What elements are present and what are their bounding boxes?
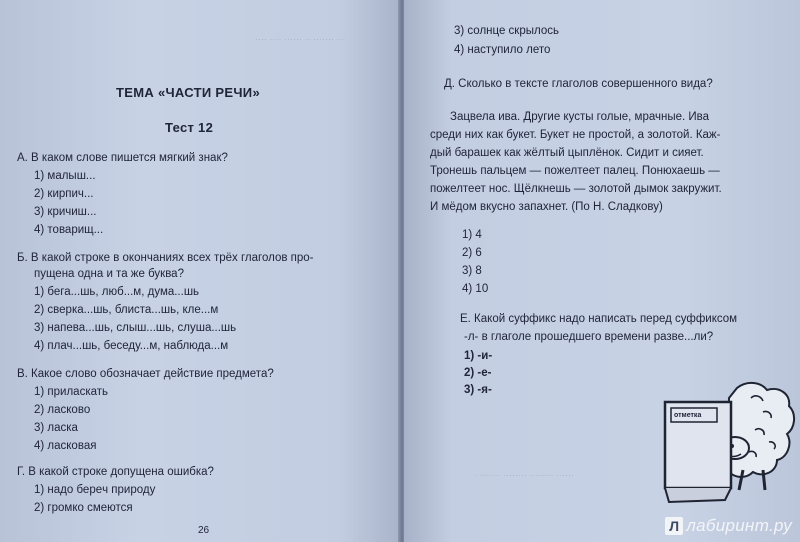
bleed-through-text: · ······· ········ ········ ······	[474, 470, 574, 480]
right-page	[404, 0, 800, 542]
labirint-watermark-logo	[665, 516, 792, 536]
question-a-text: А. В каком слове пишется мягкий знак?	[17, 152, 228, 164]
passage-line: среди них как букет. Букет не простой, а золотой. Каж-	[430, 129, 721, 141]
option: 1) бега...шь, люб...м, дума...шь	[34, 286, 200, 298]
question-b-line1: Б. В какой строке в окончаниях всех трёх глаголов про-	[17, 252, 314, 264]
passage-line: пожелтеет нос. Щёлкнешь — золотой дымок закружит.	[430, 183, 722, 195]
topic-heading: ТЕМА «ЧАСТИ РЕЧИ»	[116, 85, 260, 100]
question-v: В. Какое слово обозначает действие предмета?	[17, 368, 274, 380]
option: 2) -е-	[464, 367, 492, 379]
option: 4) плач...шь, беседу...м, наблюда...м	[34, 340, 229, 352]
test-title: Тест 12	[165, 120, 214, 135]
question-b-line2: пущена одна и та же буква?	[34, 268, 184, 280]
option: 1) надо берeч природу	[34, 484, 156, 496]
option: 3) кричиш...	[34, 206, 97, 218]
option: 3) ласка	[34, 422, 78, 434]
option: 2) кирпич...	[34, 188, 94, 200]
question-a	[17, 151, 228, 165]
page-number: 26	[198, 525, 210, 536]
question-e-line2: -л- в глаголе прошедшего времени разве...ли?	[464, 331, 714, 343]
option: 4) наступило лето	[454, 44, 551, 56]
passage-line: Зацвела ива. Другие кусты голые, мрачные. Ива	[450, 111, 710, 123]
option: 4) товарищ...	[34, 224, 104, 236]
passage-line: дый барашек как жёлтый цыплёнок. Сидит и сияет.	[430, 147, 704, 159]
passage-line: И мёдом вкусно запахнет. (По Н. Сладкову)	[430, 201, 663, 213]
question-e-line1: Е. Какой суффикс надо написать перед суффиксом	[460, 313, 738, 325]
option: 3) солнце скрылось	[454, 25, 559, 37]
option: 4) ласковая	[34, 440, 97, 452]
option: 1) малыш...	[34, 170, 96, 182]
option: 1) 4	[462, 229, 482, 241]
option: 2) 6	[462, 247, 482, 259]
grade-stamp-illustration	[659, 378, 799, 506]
labirint-logo-icon: Л	[665, 517, 683, 535]
stamp-label: отметка	[674, 412, 702, 419]
option: 3) -я-	[464, 384, 492, 396]
bleed-through-text: ···· ···· ······ ·· ······· ···	[255, 34, 346, 44]
option: 2) громко смеются	[34, 502, 133, 514]
option: 4) 10	[462, 283, 489, 295]
passage-line: Тронешь пальцем — пожелтеет палец. Понюхаешь —	[430, 165, 720, 177]
question-d: Д. Сколько в тексте глаголов совершенного вида?	[444, 78, 713, 90]
option: 2) сверка...шь, блиста...шь, кле...м	[34, 304, 219, 316]
option: 1) -и-	[464, 350, 493, 362]
option: 1) приласкать	[34, 386, 109, 398]
option: 3) 8	[462, 265, 482, 277]
option: 2) ласково	[34, 404, 91, 416]
watermark-text: лабиринт.ру	[686, 516, 792, 535]
option: 3) напева...шь, слыш...шь, слуша...шь	[34, 322, 237, 334]
question-g: Г. В какой строке допущена ошибка?	[17, 466, 214, 478]
